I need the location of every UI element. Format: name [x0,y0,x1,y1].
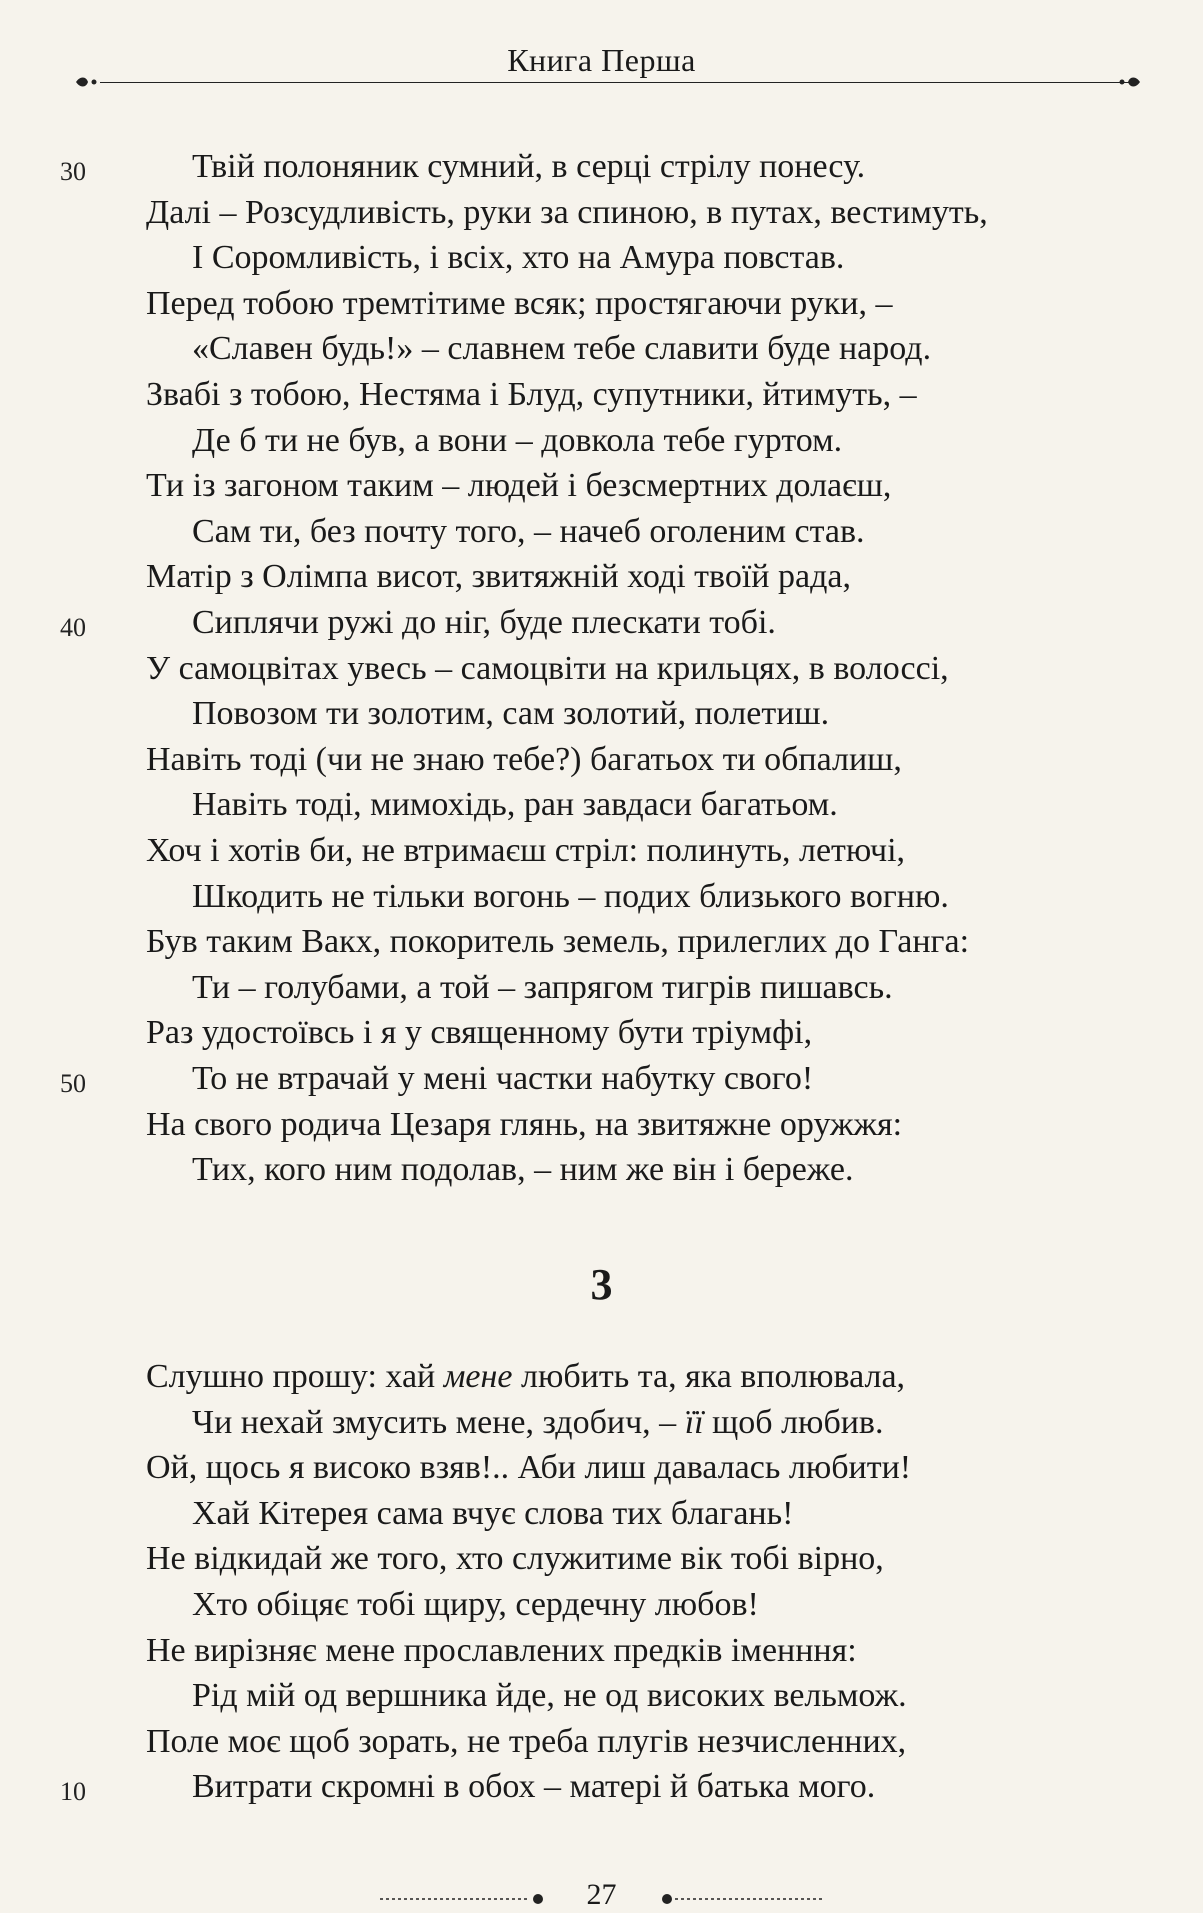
verse-line: То не втрачай у мені частки набутку свого! [192,1060,814,1097]
verse-line: Навіть тоді, мимохідь, ран завдаси багатьом. [192,786,838,824]
page-number: 27 [586,1878,617,1911]
verse-line: Ти – голубами, а той – запрягом тигрів пишавсь. [192,968,893,1006]
verse-line: Хоч і хотів би, не втримаєш стріл: полинуть, летючі, [146,832,906,869]
verse-text: Хто обіцяє тобі щиру, сердечну любов! [192,1586,759,1623]
verse-line: Ти із загоном таким – людей і безсмертних долаєш, [146,467,892,505]
verse-line: На свого родича Цезаря глянь, на звитяжне оружжя: [146,1105,903,1143]
verse-line [146,1537,884,1581]
section-heading: 3 [590,1260,613,1309]
verse-text: Не вирізняє мене прославлених предків іменння: [146,1631,857,1669]
verse-line: Твій полоняник сумний, в серці стрілу понесу. [192,148,866,185]
verse-line [192,1401,884,1445]
verse-line: Навіть тоді (чи не знаю тебе?) багатьох ти обпалиш, [146,740,902,778]
floral-flourish-icon [655,1892,825,1906]
line-number: 10 [60,1777,86,1807]
scroll-flourish-icon [1116,74,1142,90]
verse-text: Рід мій од вершника йде, не од високих вельмож. [192,1677,907,1715]
verse-line: Був таким Вакх, покоритель земель, прилеглих до Ганга: [146,923,970,961]
line-number: 30 [60,157,86,186]
verse-line [146,1720,906,1764]
verse-text: Поле моє щоб зорать, не треба плугів незчисленних, [146,1722,907,1760]
verse-text: Не відкидай же того, хто служитиме вік тобі вірно, [146,1540,884,1578]
verse-text: любить та, яка вполювала, [512,1358,906,1395]
verse-line [146,1629,857,1673]
verse-text: Чи нехай змусить мене, здобич, – [192,1403,685,1441]
verse-text: Ой, щось я високо взяв!.. Аби лиш давалась любити! [146,1449,912,1487]
verse-text: Хай Кітерея сама вчує слова тих благань! [192,1494,794,1532]
verse-text: щоб любив. [703,1403,884,1441]
verse-line: Матір з Олімпа висот, звитяжній ході твоїй рада, [146,558,851,596]
verse-line: Шкодить не тільки вогонь – подих близького вогню. [192,877,949,915]
verse-line: Повозом ти золотим, сам золотий, полетиш. [192,695,830,733]
verse-line [146,1355,905,1399]
verse-line [146,1446,911,1490]
verse-line: Далі – Розсудливість, руки за спиною, в путах, вестимуть, [146,193,988,231]
verse-line [192,1492,793,1536]
verse-emphasis: мене [443,1358,513,1395]
line-number: 50 [60,1069,86,1098]
verse-line: «Славен будь!» – славнем тебе славити буде народ. [192,330,932,368]
verse-text: Слушно прошу: хай [146,1358,444,1395]
verse-line [192,1765,875,1809]
verse-emphasis: її [684,1403,704,1441]
verse-line: У самоцвітах увесь – самоцвіти на крильцях, в волоссі, [146,649,949,687]
verse-line: Сиплячи ружі до ніг, буде плескати тобі. [192,604,776,641]
verse-line: Де б ти не був, а вони – довкола тебе гуртом. [192,421,843,459]
verse-line: Перед тобою тремтітиме всяк; простягаючи руки, – [146,284,893,322]
verse-line [192,1674,907,1718]
verse-line: І Соромливість, і всіх, хто на Амура повстав. [192,239,845,277]
line-number: 40 [60,613,86,642]
verse-line: Звабі з тобою, Нестяма і Блуд, супутники, йтимуть, – [146,376,917,413]
header-rule [100,82,1135,83]
running-header-title: Книга Перша [507,42,696,78]
verse-line [192,1583,759,1627]
verse-line: Раз удостоївсь і я у священному бути тріумфі, [146,1014,813,1052]
verse-text: Витрати скромні в обох – матері й батька мого. [192,1768,876,1806]
scroll-flourish-icon [74,74,100,90]
verse-line: Тих, кого ним подолав, – ним же він і береже. [192,1151,854,1189]
verse-line: Сам ти, без почту того, – начеб оголеним став. [192,512,865,550]
